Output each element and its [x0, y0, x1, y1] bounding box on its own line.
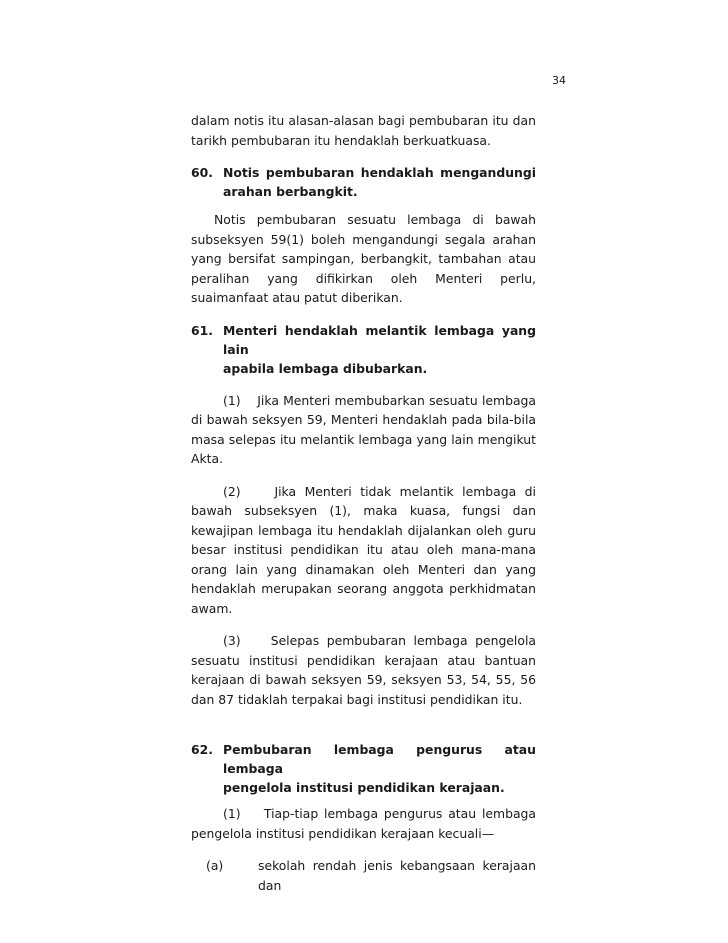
- section-61-heading: [191, 321, 536, 378]
- item-a-line-2: dan: [258, 877, 282, 893]
- section-61-title: [223, 321, 536, 378]
- page-number: 34: [552, 74, 566, 87]
- section-62-heading: [191, 740, 536, 797]
- section-62-item-a: [206, 856, 536, 895]
- item-a-line-1: sekolah rendah jenis kebangsaan kerajaan: [258, 858, 536, 873]
- section-61-title-line-1: Menteri hendaklah melantik lembaga yang lain: [223, 322, 536, 357]
- section-61-subsection-3: (3) Selepas pembubaran lembaga pengelola sesuatu institusi pendidikan kerajaan atau bantuan kerajaan di bawah seksyen 59, seksyen 53, 54, 55, 56 dan 87 tidaklah terpakai bagi institusi pendidikan itu.: [191, 633, 540, 707]
- section-62-title-line-2: pengelola institusi pendidikan kerajaan.: [223, 780, 505, 795]
- section-61-number: 61.: [191, 322, 213, 338]
- section-62-number: 62.: [191, 742, 213, 757]
- document-content: [191, 111, 540, 895]
- section-62-title: [223, 740, 536, 797]
- section-62-subsection-1: (1) Tiap-tiap lembaga pengurus atau lembaga pengelola institusi pendidikan kerajaan kecuali—: [191, 806, 540, 841]
- section-60-body: Notis pembubaran sesuatu lembaga di bawah subseksyen 59(1) boleh mengandungi segala arahan yang bersifat sampingan, berbangkit, tambahan atau peralihan yang difikirkan oleh Menteri perlu, suaimanfaat atau patut diberikan.: [191, 212, 536, 305]
- section-61-subsection-2: (2) Jika Menteri tidak melantik lembaga di bawah subseksyen (1), maka kuasa, fungsi dan kewajipan lembaga itu hendaklah dijalankan oleh guru besar institusi pendidikan itu atau oleh mana-mana orang lain yang dinamakan oleh Menteri dan yang hendaklah merupakan seorang anggota perkhidmatan awam.: [191, 483, 540, 616]
- section-60-number: 60.: [191, 165, 213, 180]
- intro-paragraph: [191, 111, 536, 150]
- section-60-heading: [191, 163, 536, 201]
- intro-line-1: dalam notis itu alasan-alasan bagi pembubaran itu dan: [191, 113, 536, 128]
- item-a-label: (a): [206, 858, 224, 873]
- section-60-title: [223, 163, 536, 201]
- section-62-title-line-1: Pembubaran lembaga pengurus atau lembaga: [223, 742, 536, 776]
- section-61-title-line-2: apabila lembaga dibubarkan.: [223, 360, 428, 376]
- section-61-subsection-1: (1) Jika Menteri membubarkan sesuatu lembaga di bawah seksyen 59, Menteri hendaklah pada bila-bila masa selepas itu melantik lembaga yang lain mengikut Akta.: [191, 392, 540, 466]
- section-60-title-line-2: arahan berbangkit.: [223, 184, 358, 199]
- section-60-title-line-1: Notis pembubaran hendaklah mengandungi: [223, 165, 536, 180]
- item-a-text: [258, 856, 536, 895]
- intro-line-2: tarikh pembubaran itu hendaklah berkuatkuasa.: [191, 132, 491, 148]
